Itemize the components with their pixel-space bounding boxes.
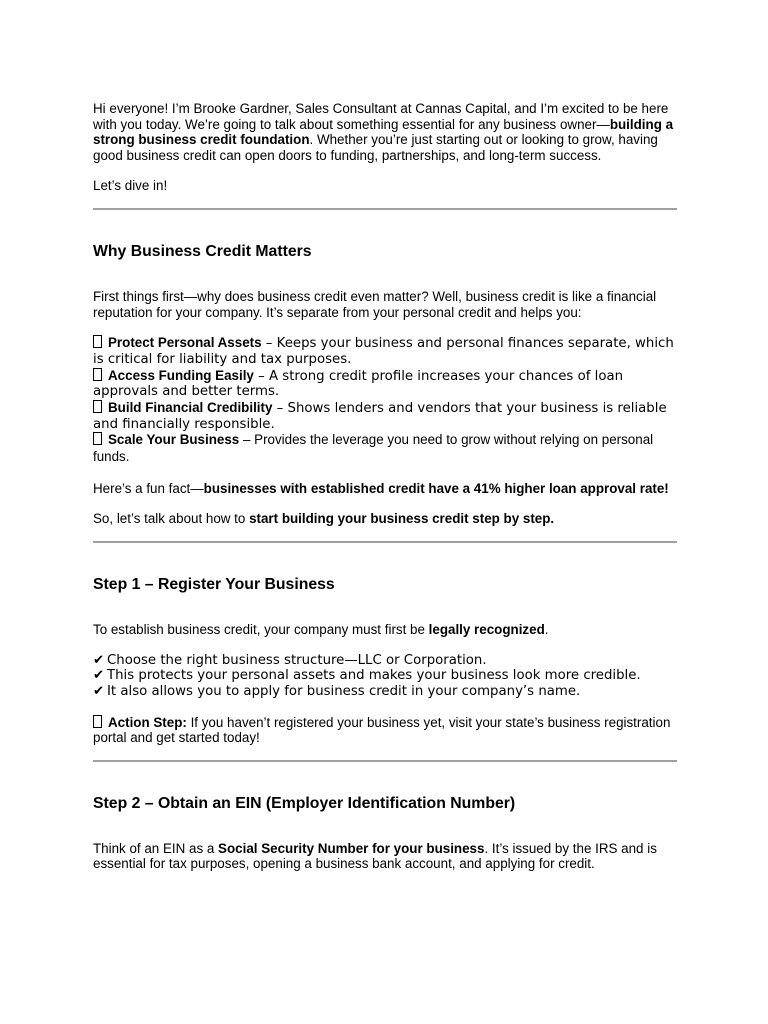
intro-dive-in: Let’s dive in! — [93, 178, 168, 194]
list-item: Protect Personal Assets – Keeps your business and personal finances separate, which is critical for liability and tax purposes. — [93, 335, 674, 367]
checkbox-glyph-icon — [93, 715, 102, 728]
fun-fact-paragraph: Here’s a fun fact—businesses with established credit have a 41% higher loan approval rate! — [93, 480, 669, 496]
step-2-paragraph: Think of an EIN as a Social Security Number for your business. It’s issued by the IRS and is essential for tax purposes, opening a business bank account, and applying for credit. — [93, 840, 657, 872]
intro-paragraph: Hi everyone! I’m Brooke Gardner, Sales Consultant at Cannas Capital, and I’m excited to be here with you today. We’re going to talk about something essential for any business owner—building a strong business credit foundation. Whether you’re just starting out or looking to grow, having good business credit can open doors to funding, partnerships, and long-term success. — [93, 101, 674, 163]
action-step-paragraph: Action Step: If you haven’t registered your business yet, visit your state’s business registration portal and get started today! — [93, 714, 671, 746]
step-1-paragraph: To establish business credit, your company must first be legally recognized. — [93, 621, 549, 637]
section-heading-why-credit: Why Business Credit Matters — [93, 242, 312, 260]
checkbox-glyph-icon — [93, 368, 102, 381]
section-divider — [93, 208, 677, 210]
checkbox-glyph-icon — [93, 335, 102, 348]
section-heading-step-2: Step 2 – Obtain an EIN (Employer Identification Number) — [93, 794, 516, 812]
section-heading-step-1: Step 1 – Register Your Business — [93, 575, 335, 593]
list-item: ✔ It also allows you to apply for business credit in your company’s name. — [93, 683, 581, 699]
list-item: ✔ Choose the right business structure—LLC or Corporation. — [93, 652, 487, 668]
checkbox-glyph-icon — [93, 432, 102, 445]
checkmark-icon: ✔ — [93, 683, 105, 699]
checkbox-glyph-icon — [93, 400, 102, 413]
list-item: Access Funding Easily – A strong credit profile increases your chances of loan approvals and better terms. — [93, 367, 624, 400]
list-item: ✔ This protects your personal assets and makes your business look more credible. — [93, 668, 641, 684]
checkmark-icon: ✔ — [93, 652, 105, 668]
section-divider — [93, 760, 677, 762]
document-page — [93, 101, 677, 872]
list-item: Build Financial Credibility – Shows lenders and vendors that your business is reliable and financially responsible. — [93, 399, 667, 432]
why-credit-paragraph: First things first—why does business credit even matter? Well, business credit is like a financial reputation for your company. It’s separate from your personal credit and helps you: — [93, 288, 657, 320]
list-item: Scale Your Business – Provides the leverage you need to grow without relying on personal funds. — [93, 432, 654, 465]
transition-paragraph: So, let’s talk about how to start building your business credit step by step. — [93, 511, 555, 527]
section-divider — [93, 541, 677, 543]
checkmark-icon: ✔ — [93, 668, 105, 684]
checkmark-list — [93, 653, 677, 700]
benefits-list — [93, 335, 677, 466]
